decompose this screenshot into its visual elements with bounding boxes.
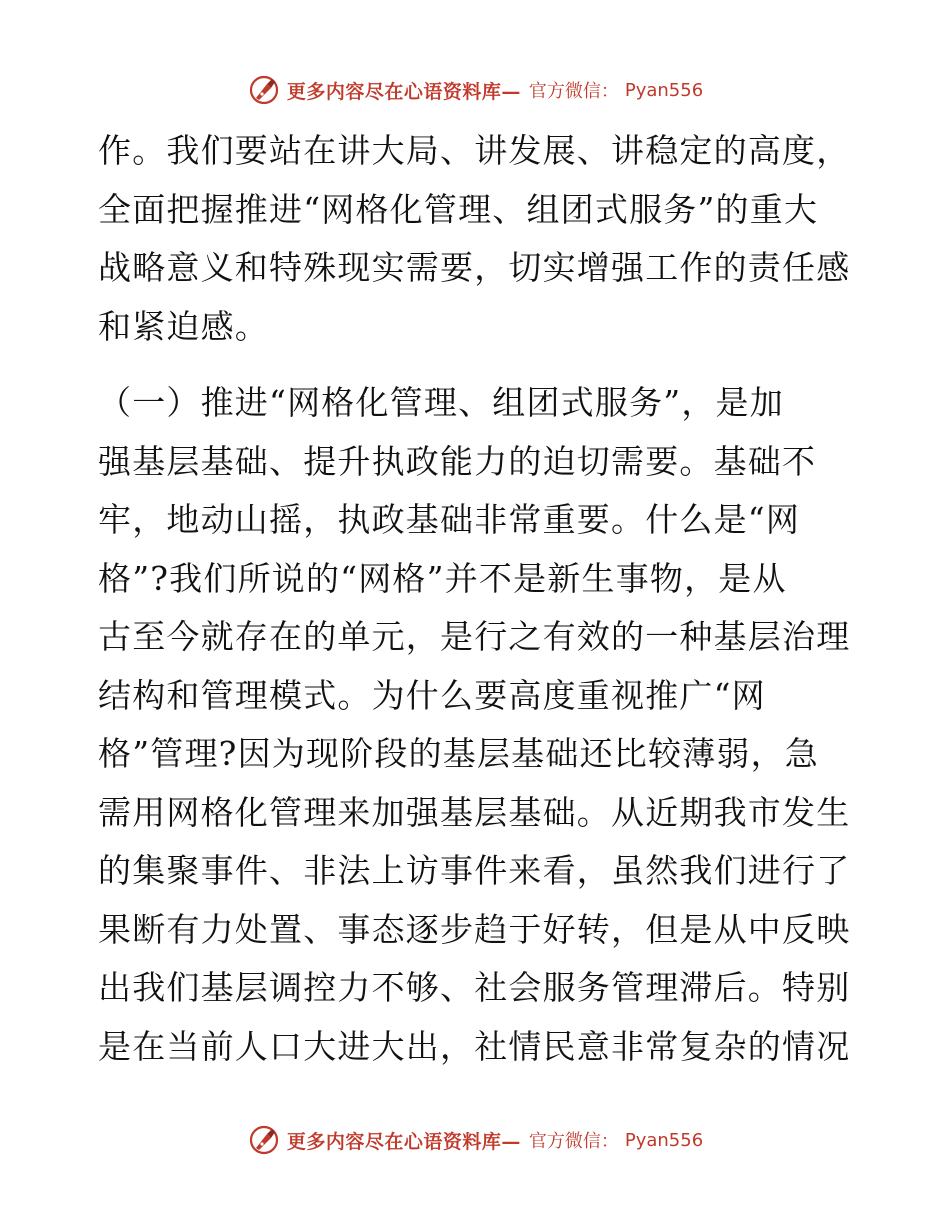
text-line: 出我们基层调控力不够、社会服务管理滞后。特别: [98, 968, 851, 1007]
text-line: 果断有力处置、事态逐步趋于好转，但是从中反映: [98, 909, 851, 949]
text-line: 牢，地动山摇，执政基础非常重要。什么是“网: [98, 500, 801, 539]
text-line: 作。我们要站在讲大局、讲发展、讲稳定的高度，: [98, 131, 851, 170]
paragraph-2: [98, 374, 850, 1076]
text-line: （一）推进“网格化管理、组团式服务”，是加: [98, 383, 784, 422]
header-brand-text: 更多内容尽在心语资料库—: [286, 80, 521, 103]
text-line: 需用网格化管理来加强基层基础。从近期我市发生: [98, 792, 851, 832]
text-line: 强基层基础、提升执政能力的迫切需要。基础不: [98, 441, 817, 481]
document-body: [98, 122, 850, 1076]
text-line: 战略意义和特殊现实需要，切实增强工作的责任感: [98, 248, 851, 287]
text-line: 古至今就存在的单元，是行之有效的一种基层治理: [98, 617, 851, 656]
text-line: 全面把握推进“网格化管理、组团式服务”的重大: [98, 189, 819, 229]
footer-wechat-id: Pyan556: [624, 1129, 704, 1151]
text-line: 格”?我们所说的“网格”并不是新生事物，是从: [98, 558, 787, 598]
text-line: 和紧迫感。: [98, 306, 269, 346]
pen-nib-logo-icon: [247, 1123, 281, 1157]
text-line: 的集聚事件、非法上访事件来看，虽然我们进行了: [98, 851, 851, 890]
footer-brand-text: 更多内容尽在心语资料库—: [286, 1130, 521, 1153]
text-line: 是在当前人口大进大出，社情民意非常复杂的情况: [98, 1026, 851, 1066]
pen-nib-logo-icon: [247, 73, 281, 107]
paragraph-1: [98, 122, 850, 356]
header-wechat-id: Pyan556: [624, 79, 704, 101]
text-line: 结构和管理模式。为什么要高度重视推广“网: [98, 675, 766, 715]
header-wechat-label: 官方微信：: [528, 81, 619, 102]
footer-wechat-label: 官方微信：: [528, 1131, 619, 1152]
text-line: 格”管理?因为现阶段的基层基础还比较薄弱，急: [98, 734, 819, 773]
footer-banner: [0, 1120, 950, 1160]
header-banner: [0, 70, 950, 110]
